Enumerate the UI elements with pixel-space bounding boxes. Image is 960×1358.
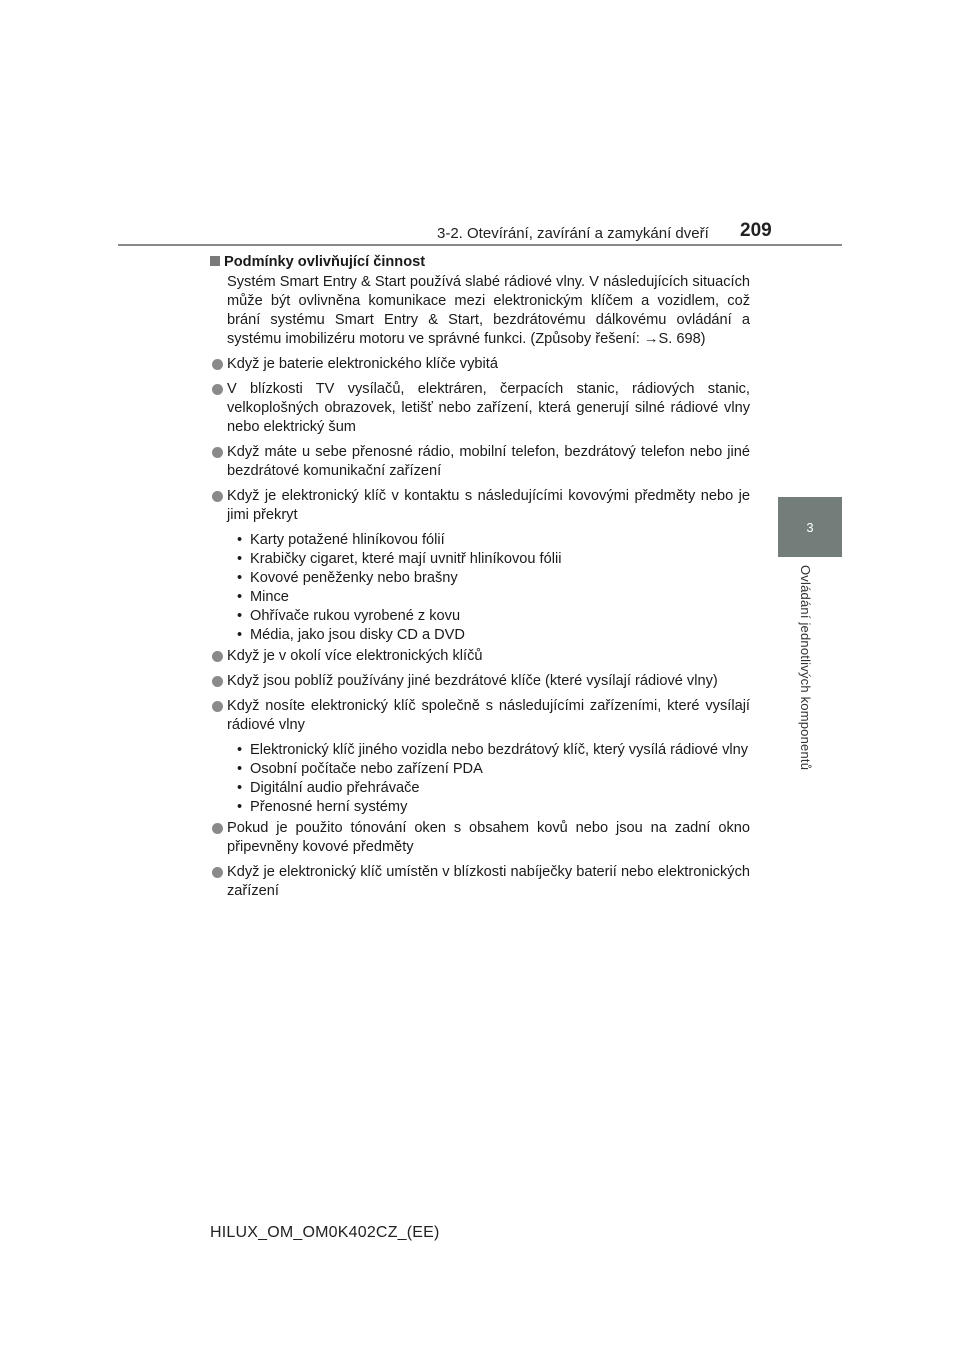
sub-list-item: • Krabičky cigaret, které mají uvnitř hliníkovou fólii bbox=[237, 550, 750, 569]
list-item bbox=[210, 819, 750, 857]
sub-list-item: • Ohřívače rukou vyrobené z kovu bbox=[237, 607, 750, 626]
square-bullet-icon bbox=[210, 256, 220, 266]
circle-bullet-icon bbox=[212, 651, 223, 662]
list-item-text: Když je elektronický klíč umístěn v blízkosti nabíječky baterií nebo elektronických zařízení bbox=[227, 864, 750, 899]
list-item-text: Když je baterie elektronického klíče vybitá bbox=[227, 356, 498, 372]
list-item bbox=[210, 443, 750, 481]
list-item-text: Když jsou poblíž používány jiné bezdrátové klíče (které vysílají rádiové vlny) bbox=[227, 673, 718, 689]
list-item-text: Když máte u sebe přenosné rádio, mobilní telefon, bezdrátový telefon nebo jiné bezdrátové komunikační zařízení bbox=[227, 444, 750, 479]
list-item-text: V blízkosti TV vysílačů, elektráren, čerpacích stanic, rádiových stanic, velkoplošných obrazovek, letišť nebo zařízení, která generují silné rádiové vlny nebo elektrický šum bbox=[227, 381, 750, 435]
circle-bullet-icon bbox=[212, 867, 223, 878]
chapter-label: Ovládání jednotlivých komponentů bbox=[798, 565, 813, 771]
sub-list-item: • Digitální audio přehrávače bbox=[237, 779, 750, 798]
header-section-title: 3-2. Otevírání, zavírání a zamykání dveří bbox=[437, 225, 709, 242]
sub-list-item: • Karty potažené hliníkovou fólií bbox=[237, 531, 750, 550]
list-item-text: Když je v okolí více elektronických klíčů bbox=[227, 648, 483, 664]
list-item bbox=[210, 355, 750, 374]
list-item bbox=[210, 487, 750, 525]
sub-list-item: • Osobní počítače nebo zařízení PDA bbox=[237, 760, 750, 779]
sub-list-item: • Přenosné herní systémy bbox=[237, 798, 750, 817]
circle-bullet-icon bbox=[212, 491, 223, 502]
footer-model-code: HILUX_OM_OM0K402CZ_(EE) bbox=[210, 1224, 440, 1241]
list-item bbox=[210, 380, 750, 437]
section-title-text: Podmínky ovlivňující činnost bbox=[224, 254, 426, 270]
list-item bbox=[210, 647, 750, 666]
circle-bullet-icon bbox=[212, 384, 223, 395]
sub-list bbox=[210, 531, 750, 645]
sub-list bbox=[210, 741, 750, 817]
list-item-text: Když je elektronický klíč v kontaktu s následujícími kovovými předměty nebo je jimi překryt bbox=[227, 488, 750, 523]
section-intro: Systém Smart Entry & Start používá slabé rádiové vlny. V následujících situacích může být ovlivněna komunikace mezi elektronickým klíčem a vozidlem, což brání systému Smart Entry & Start, bezdrátovému dálkovému ovládání a systému imobilizéru motoru ve správné funkci. (Způsoby řešení: →S. 698) bbox=[227, 274, 750, 347]
circle-bullet-icon bbox=[212, 676, 223, 687]
chapter-tab[interactable] bbox=[778, 497, 842, 557]
circle-bullet-icon bbox=[212, 359, 223, 370]
sub-list-item: • Kovové peněženky nebo brašny bbox=[237, 569, 750, 588]
circle-bullet-icon bbox=[212, 447, 223, 458]
list-item bbox=[210, 697, 750, 735]
bullet-list bbox=[210, 355, 750, 901]
main-content bbox=[210, 253, 750, 907]
list-item-text: Pokud je použito tónování oken s obsahem kovů nebo jsou na zadní okno připevněny kovové předměty bbox=[227, 820, 750, 855]
circle-bullet-icon bbox=[212, 701, 223, 712]
header-rule bbox=[118, 244, 842, 246]
chapter-number: 3 bbox=[806, 519, 814, 535]
sub-list-item: • Elektronický klíč jiného vozidla nebo bezdrátový klíč, který vysílá rádiové vlny bbox=[237, 741, 750, 760]
section-heading bbox=[210, 253, 750, 272]
sub-list-item: • Média, jako jsou disky CD a DVD bbox=[237, 626, 750, 645]
sub-list-item: • Mince bbox=[237, 588, 750, 607]
page-number: 209 bbox=[740, 220, 772, 241]
list-item bbox=[210, 672, 750, 691]
circle-bullet-icon bbox=[212, 823, 223, 834]
list-item-text: Když nosíte elektronický klíč společně s následujícími zařízeními, které vysílají rádiové vlny bbox=[227, 698, 750, 733]
list-item bbox=[210, 863, 750, 901]
